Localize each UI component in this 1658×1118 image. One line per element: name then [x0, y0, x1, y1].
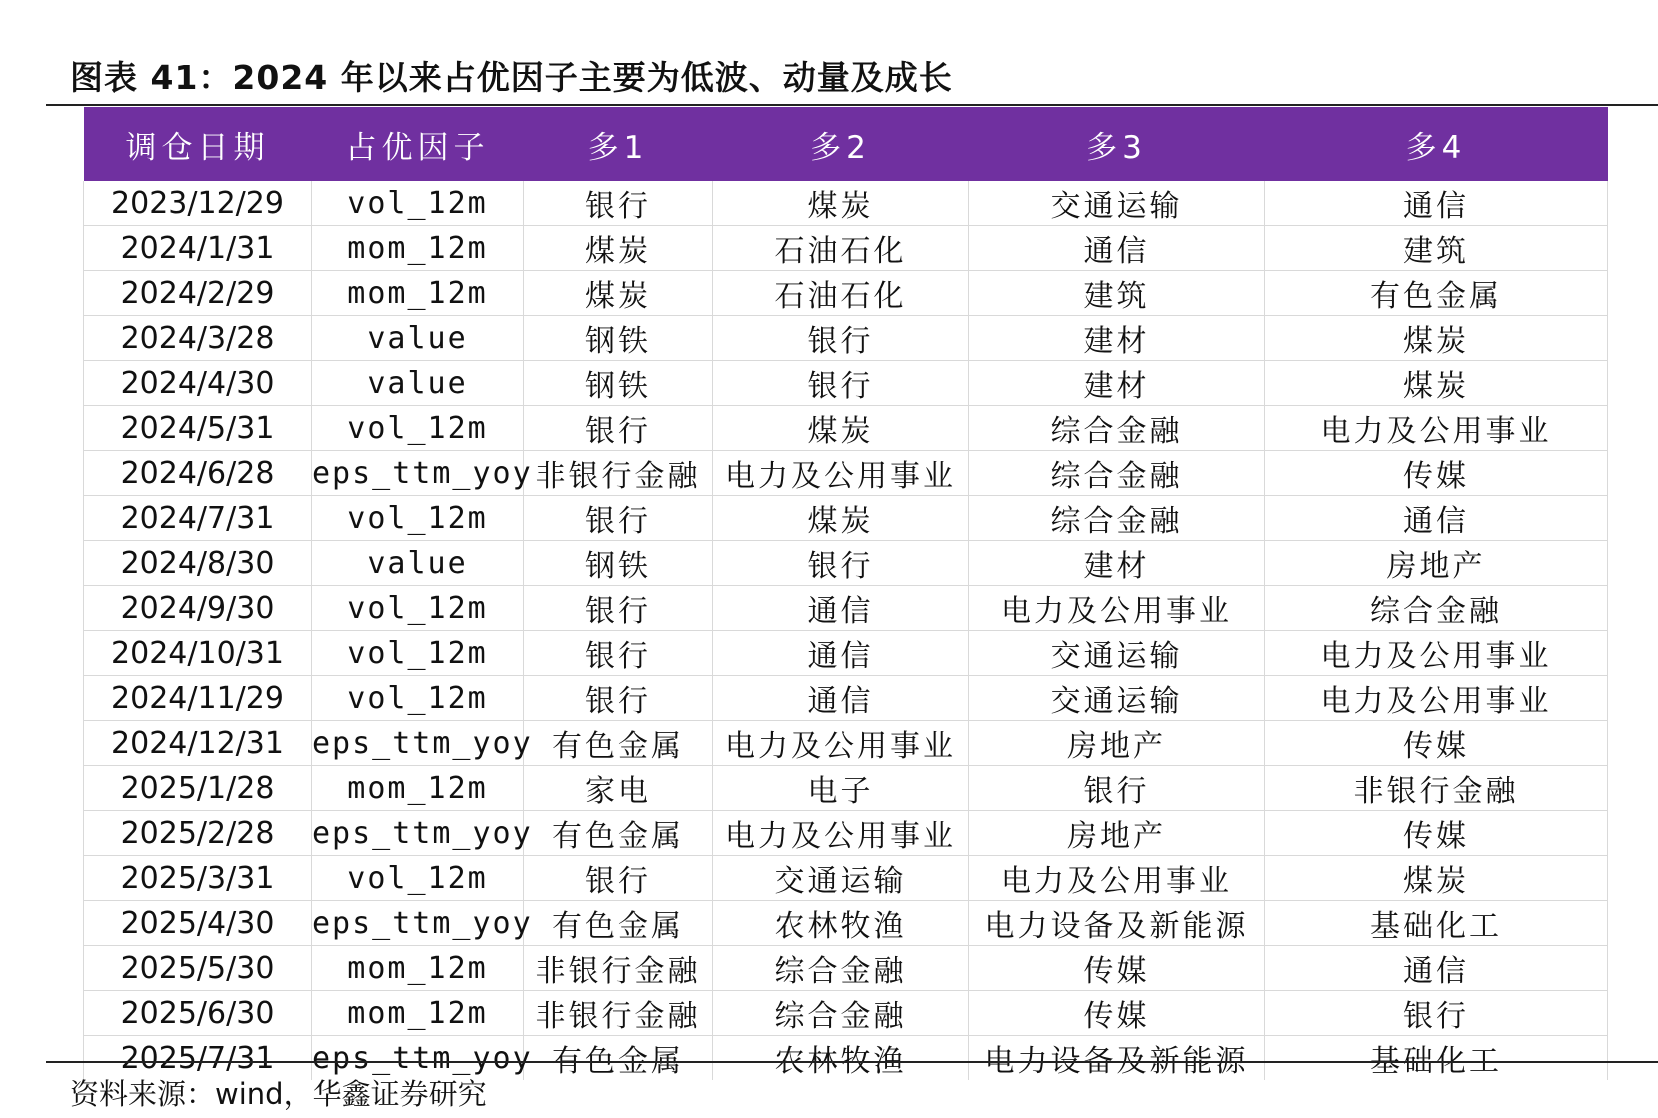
cell-long-2: 电力及公用事业 — [713, 451, 969, 496]
cell-long-1: 钢铁 — [524, 541, 713, 586]
cell-date: 2024/3/28 — [84, 316, 312, 361]
table-row — [84, 631, 1608, 676]
cell-long-4: 基础化工 — [1265, 1036, 1608, 1081]
cell-long-3: 交通运输 — [969, 676, 1265, 721]
cell-factor: mom_12m — [312, 271, 524, 316]
cell-long-1: 非银行金融 — [524, 946, 713, 991]
cell-long-4: 煤炭 — [1265, 856, 1608, 901]
top-rule — [46, 104, 1658, 106]
header-long-1: 多1 — [524, 107, 713, 181]
cell-long-3: 电力设备及新能源 — [969, 901, 1265, 946]
cell-long-2: 通信 — [713, 631, 969, 676]
table-row — [84, 766, 1608, 811]
table-row — [84, 181, 1608, 226]
cell-long-3: 建材 — [969, 316, 1265, 361]
cell-long-1: 有色金属 — [524, 901, 713, 946]
table-row — [84, 406, 1608, 451]
cell-long-3: 房地产 — [969, 811, 1265, 856]
cell-date: 2025/6/30 — [84, 991, 312, 1036]
cell-date: 2024/6/28 — [84, 451, 312, 496]
cell-long-1: 煤炭 — [524, 226, 713, 271]
bottom-rule — [46, 1061, 1658, 1063]
cell-factor: mom_12m — [312, 226, 524, 271]
table-row — [84, 316, 1608, 361]
cell-long-4: 电力及公用事业 — [1265, 406, 1608, 451]
table-row — [84, 946, 1608, 991]
cell-factor: vol_12m — [312, 406, 524, 451]
cell-long-3: 电力设备及新能源 — [969, 1036, 1265, 1081]
cell-long-2: 综合金融 — [713, 946, 969, 991]
cell-long-1: 银行 — [524, 676, 713, 721]
cell-long-1: 银行 — [524, 406, 713, 451]
cell-long-2: 银行 — [713, 361, 969, 406]
cell-date: 2024/12/31 — [84, 721, 312, 766]
cell-long-1: 银行 — [524, 181, 713, 226]
cell-factor: eps_ttm_yoy — [312, 1036, 524, 1081]
cell-factor: vol_12m — [312, 676, 524, 721]
cell-long-3: 建材 — [969, 361, 1265, 406]
cell-factor: eps_ttm_yoy — [312, 721, 524, 766]
cell-long-1: 有色金属 — [524, 1036, 713, 1081]
table-row — [84, 361, 1608, 406]
cell-long-3: 综合金融 — [969, 451, 1265, 496]
cell-long-4: 基础化工 — [1265, 901, 1608, 946]
cell-date: 2023/12/29 — [84, 181, 312, 226]
table-row — [84, 901, 1608, 946]
cell-long-1: 银行 — [524, 586, 713, 631]
cell-long-4: 有色金属 — [1265, 271, 1608, 316]
cell-date: 2025/4/30 — [84, 901, 312, 946]
cell-date: 2024/1/31 — [84, 226, 312, 271]
cell-long-3: 交通运输 — [969, 181, 1265, 226]
cell-long-3: 综合金融 — [969, 406, 1265, 451]
cell-date: 2024/5/31 — [84, 406, 312, 451]
cell-date: 2025/7/31 — [84, 1036, 312, 1081]
cell-long-1: 银行 — [524, 631, 713, 676]
table-row — [84, 676, 1608, 721]
cell-long-4: 房地产 — [1265, 541, 1608, 586]
table-row — [84, 271, 1608, 316]
cell-long-1: 有色金属 — [524, 811, 713, 856]
cell-long-1: 银行 — [524, 856, 713, 901]
cell-date: 2025/2/28 — [84, 811, 312, 856]
table-row — [84, 991, 1608, 1036]
cell-date: 2024/9/30 — [84, 586, 312, 631]
cell-factor: vol_12m — [312, 631, 524, 676]
cell-long-3: 综合金融 — [969, 496, 1265, 541]
cell-long-4: 通信 — [1265, 946, 1608, 991]
source-note: 资料来源：wind，华鑫证券研究 — [70, 1077, 487, 1111]
industry-factor-table — [83, 107, 1608, 1080]
cell-long-2: 通信 — [713, 676, 969, 721]
cell-long-4: 传媒 — [1265, 451, 1608, 496]
cell-long-2: 银行 — [713, 316, 969, 361]
table-row — [84, 721, 1608, 766]
cell-long-2: 石油石化 — [713, 271, 969, 316]
header-factor: 占优因子 — [312, 107, 524, 181]
cell-long-4: 建筑 — [1265, 226, 1608, 271]
cell-factor: mom_12m — [312, 946, 524, 991]
cell-factor: value — [312, 361, 524, 406]
header-long-4: 多4 — [1265, 107, 1608, 181]
cell-factor: value — [312, 541, 524, 586]
cell-factor: eps_ttm_yoy — [312, 901, 524, 946]
cell-factor: mom_12m — [312, 766, 524, 811]
cell-date: 2024/10/31 — [84, 631, 312, 676]
cell-factor: value — [312, 316, 524, 361]
cell-date: 2024/7/31 — [84, 496, 312, 541]
cell-long-2: 综合金融 — [713, 991, 969, 1036]
cell-long-3: 建材 — [969, 541, 1265, 586]
cell-date: 2025/3/31 — [84, 856, 312, 901]
cell-long-3: 电力及公用事业 — [969, 586, 1265, 631]
table-row — [84, 451, 1608, 496]
cell-date: 2024/2/29 — [84, 271, 312, 316]
cell-long-2: 煤炭 — [713, 496, 969, 541]
cell-long-3: 传媒 — [969, 946, 1265, 991]
cell-long-1: 非银行金融 — [524, 451, 713, 496]
cell-long-2: 交通运输 — [713, 856, 969, 901]
cell-long-2: 煤炭 — [713, 181, 969, 226]
cell-long-4: 电力及公用事业 — [1265, 631, 1608, 676]
cell-date: 2025/1/28 — [84, 766, 312, 811]
cell-long-4: 传媒 — [1265, 721, 1608, 766]
cell-long-2: 煤炭 — [713, 406, 969, 451]
table-row — [84, 586, 1608, 631]
cell-long-3: 交通运输 — [969, 631, 1265, 676]
cell-long-2: 通信 — [713, 586, 969, 631]
cell-long-4: 综合金融 — [1265, 586, 1608, 631]
header-date: 调仓日期 — [84, 107, 312, 181]
cell-long-3: 银行 — [969, 766, 1265, 811]
table-body — [84, 181, 1608, 1080]
cell-long-3: 通信 — [969, 226, 1265, 271]
cell-date: 2024/11/29 — [84, 676, 312, 721]
cell-long-3: 传媒 — [969, 991, 1265, 1036]
cell-factor: vol_12m — [312, 586, 524, 631]
table-header-row — [84, 107, 1608, 181]
cell-long-2: 电子 — [713, 766, 969, 811]
cell-long-2: 电力及公用事业 — [713, 811, 969, 856]
table-row — [84, 811, 1608, 856]
cell-long-1: 家电 — [524, 766, 713, 811]
cell-long-4: 通信 — [1265, 181, 1608, 226]
cell-factor: mom_12m — [312, 991, 524, 1036]
cell-factor: eps_ttm_yoy — [312, 811, 524, 856]
table-row — [84, 541, 1608, 586]
cell-long-2: 银行 — [713, 541, 969, 586]
cell-long-4: 电力及公用事业 — [1265, 676, 1608, 721]
cell-long-2: 农林牧渔 — [713, 1036, 969, 1081]
cell-long-4: 通信 — [1265, 496, 1608, 541]
cell-date: 2025/5/30 — [84, 946, 312, 991]
cell-long-4: 银行 — [1265, 991, 1608, 1036]
cell-long-1: 煤炭 — [524, 271, 713, 316]
header-long-3: 多3 — [969, 107, 1265, 181]
cell-long-3: 房地产 — [969, 721, 1265, 766]
cell-long-2: 农林牧渔 — [713, 901, 969, 946]
cell-long-1: 银行 — [524, 496, 713, 541]
cell-factor: vol_12m — [312, 181, 524, 226]
cell-factor: vol_12m — [312, 856, 524, 901]
figure-title: 图表 41：2024 年以来占优因子主要为低波、动量及成长 — [70, 58, 953, 97]
cell-long-4: 非银行金融 — [1265, 766, 1608, 811]
cell-date: 2024/8/30 — [84, 541, 312, 586]
cell-long-3: 建筑 — [969, 271, 1265, 316]
cell-date: 2024/4/30 — [84, 361, 312, 406]
cell-long-1: 钢铁 — [524, 361, 713, 406]
cell-factor: eps_ttm_yoy — [312, 451, 524, 496]
cell-long-4: 煤炭 — [1265, 361, 1608, 406]
cell-long-4: 煤炭 — [1265, 316, 1608, 361]
table-row — [84, 496, 1608, 541]
cell-factor: vol_12m — [312, 496, 524, 541]
cell-long-1: 钢铁 — [524, 316, 713, 361]
cell-long-4: 传媒 — [1265, 811, 1608, 856]
table-row — [84, 226, 1608, 271]
cell-long-1: 非银行金融 — [524, 991, 713, 1036]
cell-long-3: 电力及公用事业 — [969, 856, 1265, 901]
table-row — [84, 856, 1608, 901]
cell-long-1: 有色金属 — [524, 721, 713, 766]
cell-long-2: 石油石化 — [713, 226, 969, 271]
cell-long-2: 电力及公用事业 — [713, 721, 969, 766]
header-long-2: 多2 — [713, 107, 969, 181]
